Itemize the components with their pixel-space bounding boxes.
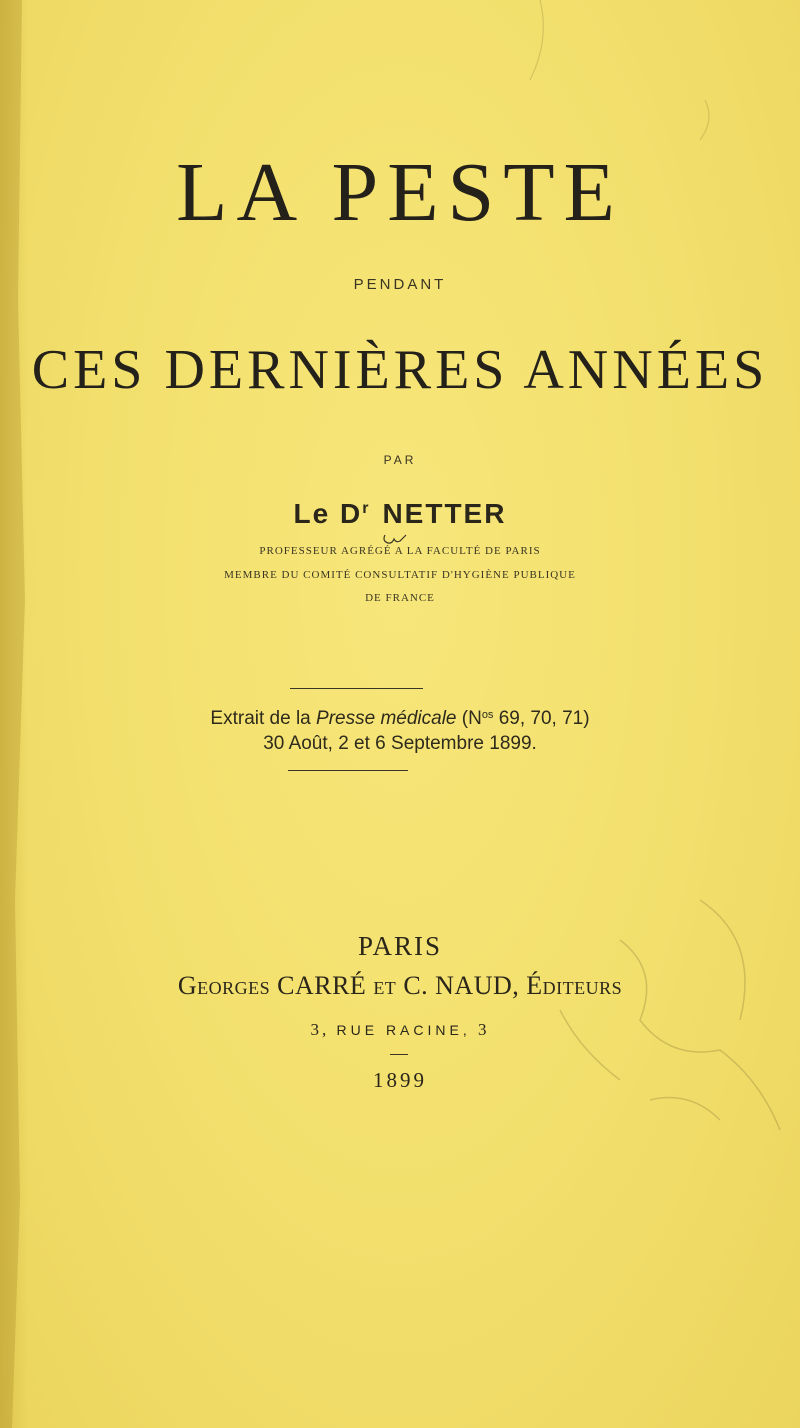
extract-paren: (N xyxy=(456,708,482,729)
publisher-part-2: CARRÉ xyxy=(270,971,374,1000)
extract-before: Extrait de la xyxy=(210,708,317,729)
publisher-part-5: Éditeurs xyxy=(526,971,623,1000)
publisher-part-3: et xyxy=(373,971,397,1000)
by-label: PAR xyxy=(383,453,417,467)
book-title: LA PESTE xyxy=(176,146,624,239)
author-name: NETTER xyxy=(382,498,507,529)
divider-bottom xyxy=(288,770,408,771)
publisher-address xyxy=(0,1020,800,1040)
divider-top xyxy=(290,688,423,689)
journal-name: Presse médicale xyxy=(316,708,457,729)
publisher-line xyxy=(0,971,800,1001)
publication-year: 1899 xyxy=(373,1068,427,1092)
book-subtitle: CES DERNIÈRES ANNÉES xyxy=(31,339,769,401)
author-credential-1: PROFESSEUR AGRÉGÉ A LA FACULTÉ DE PARIS xyxy=(259,545,541,557)
address-number-2: 3 xyxy=(470,1020,490,1039)
author-line xyxy=(0,498,800,530)
extract-note xyxy=(0,708,800,730)
flourish-icon xyxy=(380,532,410,546)
author-credential-2: MEMBRE DU COMITÉ CONSULTATIF D'HYGIÈNE PUBLIQUE xyxy=(224,569,576,581)
title-connector: PENDANT xyxy=(353,276,447,293)
extract-sup: os xyxy=(481,709,494,721)
author-credential-3: DE FRANCE xyxy=(365,592,435,604)
address-street: RUE RACINE, xyxy=(336,1022,471,1038)
author-prefix-sup: r xyxy=(362,500,371,517)
extract-issues: 69, 70, 71) xyxy=(493,708,590,729)
short-dash xyxy=(390,1054,408,1055)
publisher-part-4: C. NAUD, xyxy=(396,971,527,1000)
publisher-part-1: Georges xyxy=(177,971,271,1000)
publication-city: PARIS xyxy=(357,931,443,961)
author-prefix: Le D xyxy=(293,498,363,529)
extract-dates: 30 Août, 2 et 6 Septembre 1899. xyxy=(263,733,537,754)
address-number: 3, xyxy=(310,1020,337,1039)
